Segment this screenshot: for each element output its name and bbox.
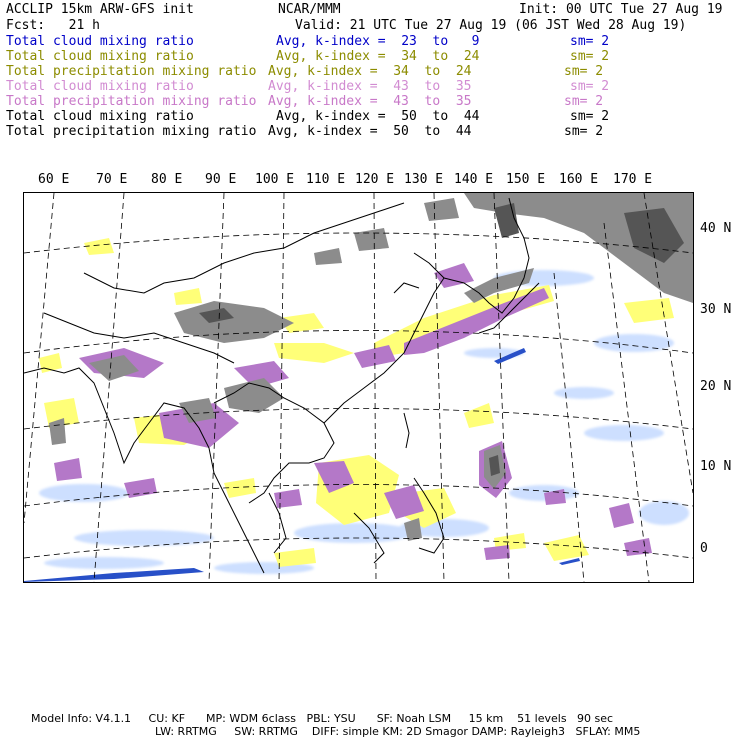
lat-label: 40 N (700, 221, 732, 236)
lon-label: 110 E (306, 172, 346, 187)
center-label: NCAR/MMM (278, 2, 341, 17)
lon-label: 70 E (96, 172, 128, 187)
field-name: Total precipitation mixing ratio (6, 64, 257, 79)
lat-label: 20 N (700, 379, 732, 394)
footer-model-info: Model Info: V4.1.1 CU: KF MP: WDM 6class PBL: YSU SF: Noah LSM 15 km 51 levels 90 sec (31, 712, 614, 725)
yellow-precip-layer (39, 238, 674, 567)
lat-label: 0 (700, 541, 708, 556)
lon-label: 60 E (38, 172, 70, 187)
field-smoothing: sm= 2 (564, 64, 604, 79)
lon-label: 100 E (255, 172, 295, 187)
field-name: Total precipitation mixing ratio (6, 94, 257, 109)
lon-label: 170 E (613, 172, 653, 187)
lat-label: 10 N (700, 459, 732, 474)
init-time: Init: 00 UTC Tue 27 Aug 19 (519, 2, 723, 17)
forecast-hour: Fcst: 21 h (6, 18, 100, 33)
lon-label: 160 E (559, 172, 599, 187)
field-name: Total precipitation mixing ratio (6, 124, 257, 139)
forecast-map (23, 192, 694, 583)
model-title: ACCLIP 15km ARW-GFS init (6, 2, 194, 17)
field-kindex: Avg, k-index = 34 to 24 (276, 49, 480, 64)
field-name: Total cloud mixing ratio (6, 79, 194, 94)
lon-label: 150 E (506, 172, 546, 187)
lat-label: 30 N (700, 302, 732, 317)
footer-physics-info: LW: RRTMG SW: RRTMG DIFF: simple KM: 2D Smagor DAMP: Rayleigh3 SFLAY: MM5 (155, 725, 641, 738)
field-kindex: Avg, k-index = 23 to 9 (276, 34, 480, 49)
lon-label: 130 E (404, 172, 444, 187)
field-name: Total cloud mixing ratio (6, 109, 194, 124)
field-kindex: Avg, k-index = 50 to 44 (268, 124, 472, 139)
lon-label: 140 E (454, 172, 494, 187)
field-smoothing: sm= 2 (570, 79, 610, 94)
field-name: Total cloud mixing ratio (6, 49, 194, 64)
field-kindex: Avg, k-index = 34 to 24 (268, 64, 472, 79)
field-kindex: Avg, k-index = 50 to 44 (276, 109, 480, 124)
field-smoothing: sm= 2 (570, 49, 610, 64)
lon-label: 80 E (151, 172, 183, 187)
valid-time: Valid: 21 UTC Tue 27 Aug 19 (06 JST Wed 28 Aug 19) (295, 18, 687, 33)
field-smoothing: sm= 2 (564, 124, 604, 139)
field-smoothing: sm= 2 (570, 34, 610, 49)
field-smoothing: sm= 2 (564, 94, 604, 109)
lon-label: 90 E (205, 172, 237, 187)
field-kindex: Avg, k-index = 43 to 35 (268, 94, 472, 109)
field-name: Total cloud mixing ratio (6, 34, 194, 49)
field-kindex: Avg, k-index = 43 to 35 (268, 79, 472, 94)
field-smoothing: sm= 2 (570, 109, 610, 124)
lon-label: 120 E (355, 172, 395, 187)
